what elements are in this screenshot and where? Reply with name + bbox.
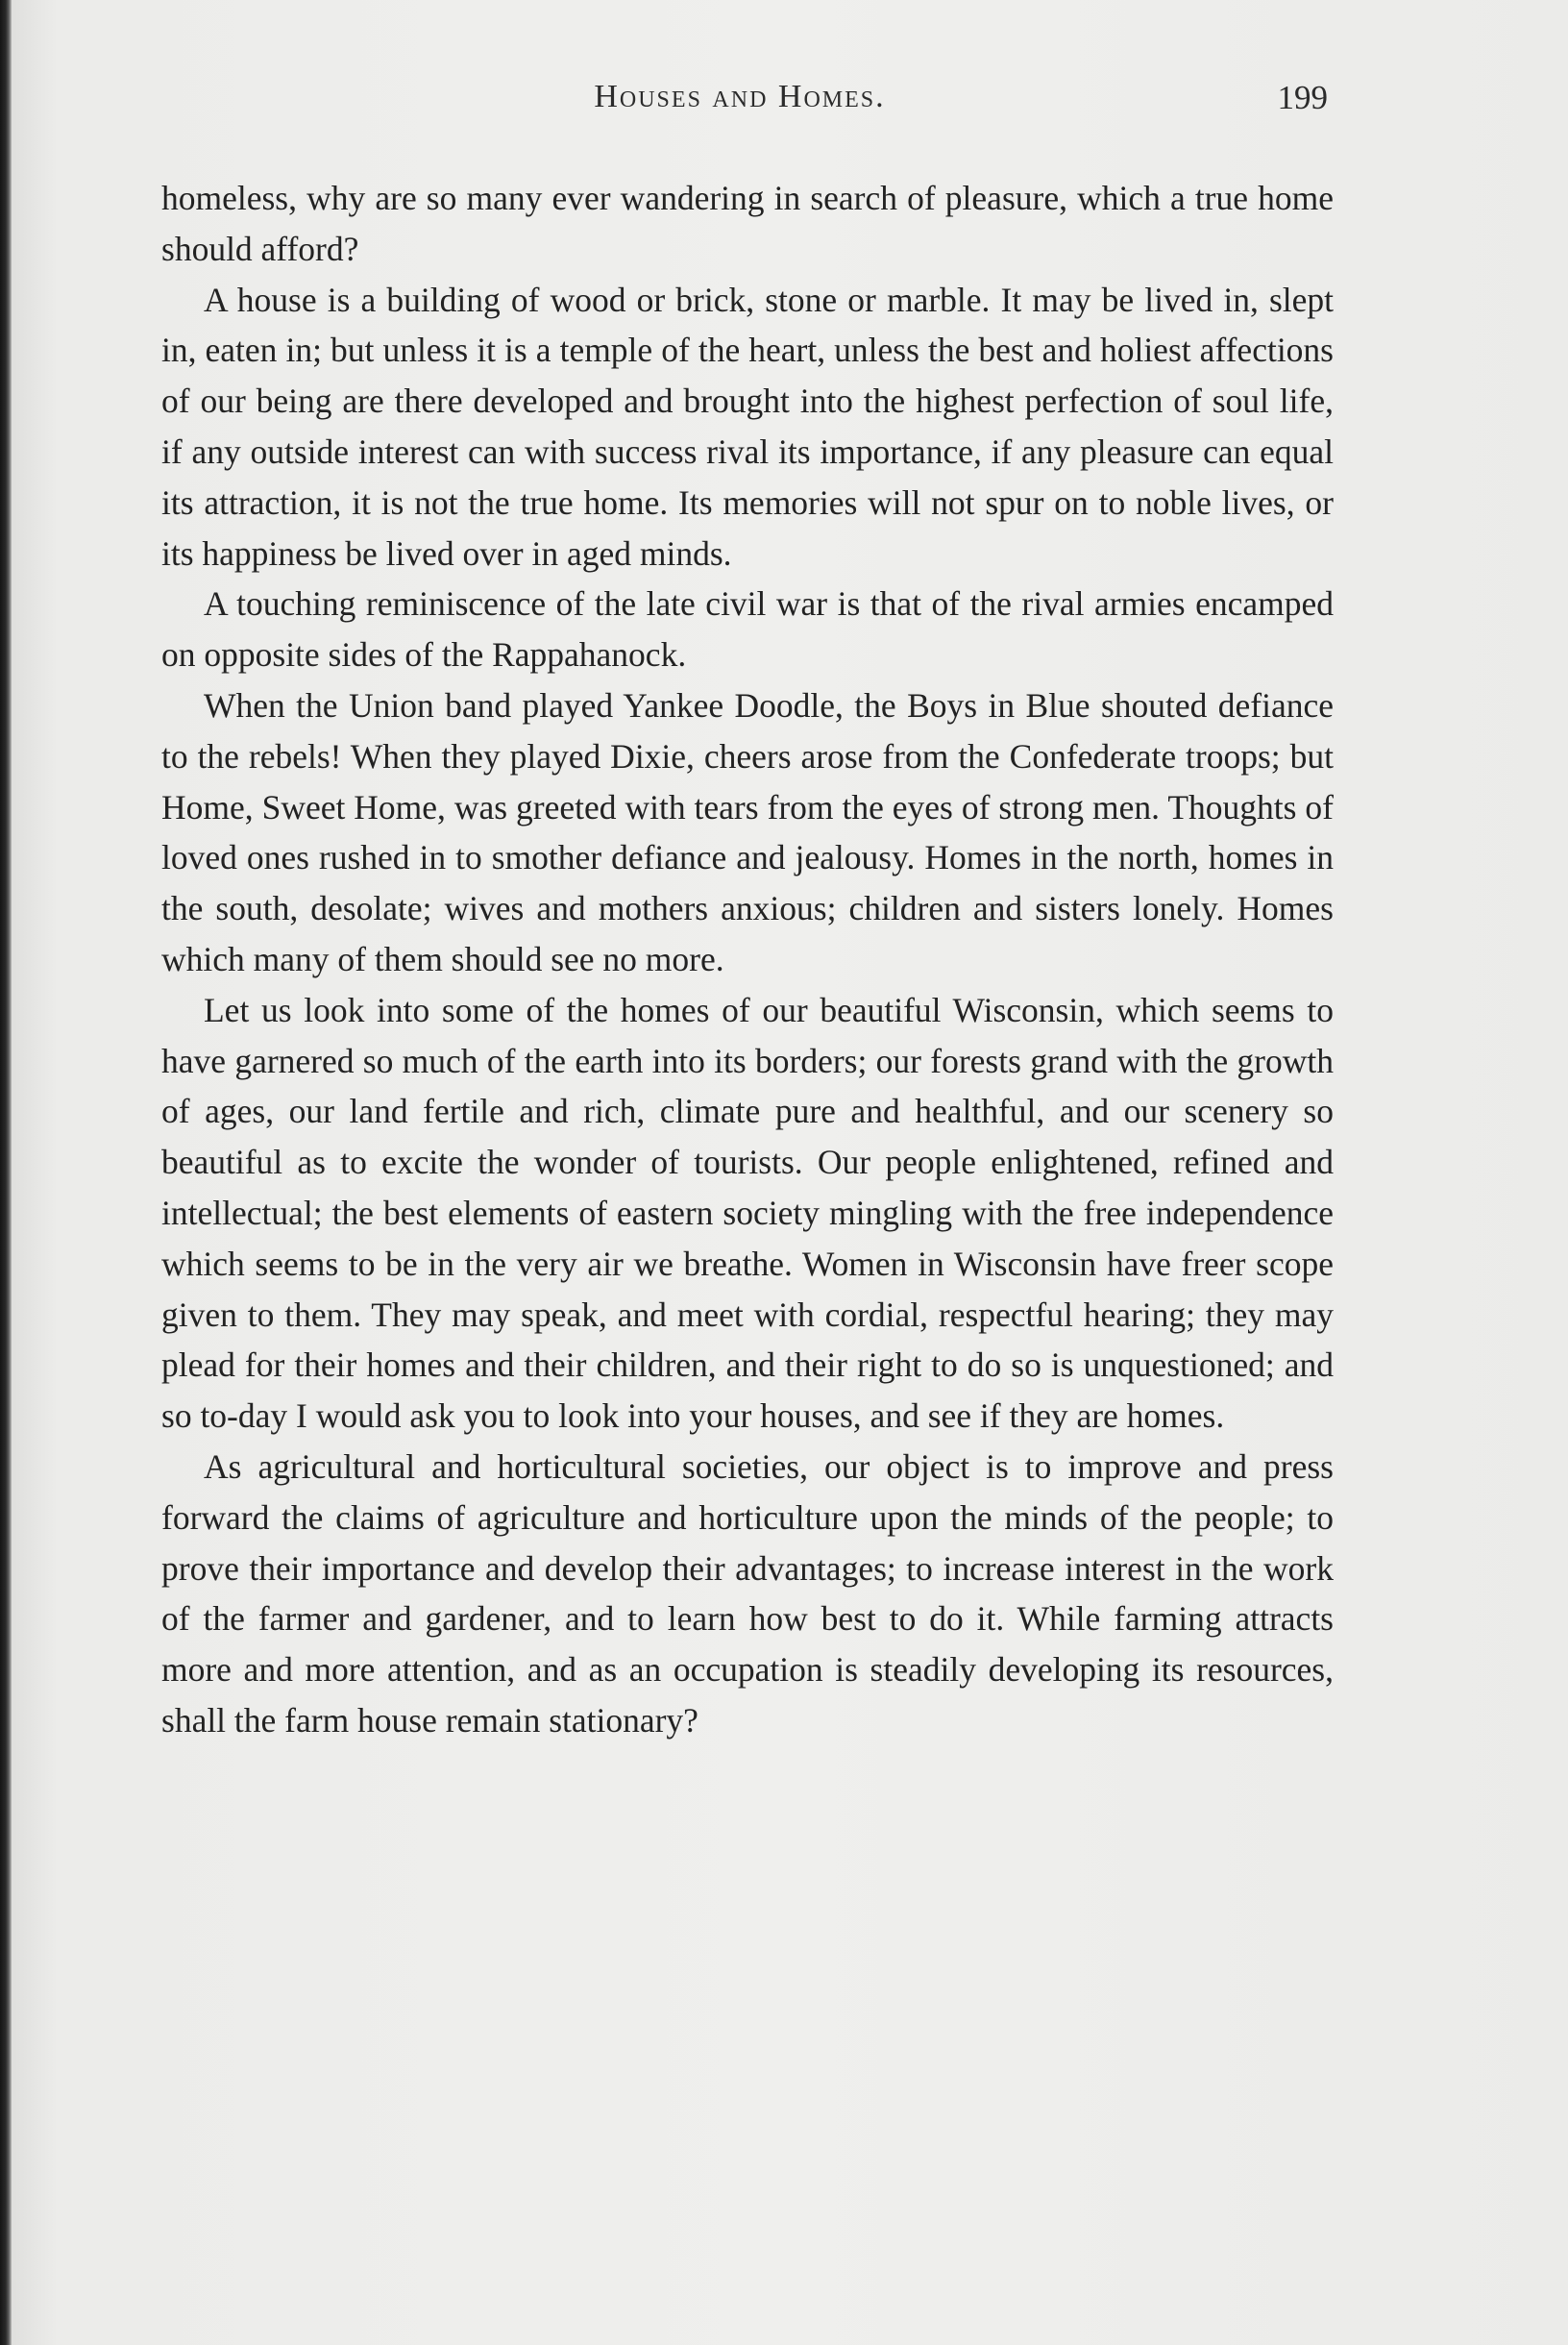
paragraph-wisconsin: Let us look into some of the homes of our beautiful Wisconsin, which seems to have garnered so much of the earth into its borders; our forests grand with the growth of ages, our land fertile and rich, climate pure and healthful, and our scenery so beautiful as to excite the wonder of tourists. Our people enlightened, refined and intellectual; the best elements of eastern society mingling with the free independence which seems to be in the very air we breathe. Women in Wisconsin have freer scope given to them. They may speak, and meet with cordial, respectful hearing; they may plead for their homes and their children, and their right to do so is unquestioned; and so to-day I would ask you to look into your houses, and see if they are homes.	[161, 990, 1334, 1436]
paragraph-house-definition: A house is a building of wood or brick, stone or marble. It may be lived in, slept in, eaten in; but unless it is a temple of the heart, unless the best and holiest affections of our being are there developed and brought into the highest perfection of soul life, if any outside interest can with success rival its importance, if any pleasure can equal its attraction, it is not the true home. Its memories will not spur on to noble lives, or its happiness be lived over in aged minds.	[161, 280, 1334, 573]
paragraph-continuation: homeless, why are so many ever wandering in search of pleasure, which a true home should afford?	[161, 179, 1334, 268]
page-header	[163, 79, 1328, 127]
page-binding-edge	[0, 0, 12, 2345]
paragraph-union-band: When the Union band played Yankee Doodle, the Boys in Blue shouted defiance to the rebels! When they played Dixie, cheers arose from the Confederate troops; but Home, Sweet Home, was greeted with tears from the eyes of strong men. Thoughts of loved ones rushed in to smother defiance and jealousy. Homes in the north, homes in the south, desolate; wives and mothers anxious; children and sisters lonely. Homes which many of them should see no more.	[161, 685, 1334, 978]
page-number: 199	[1277, 79, 1328, 116]
running-title: Houses and Homes.	[594, 79, 886, 114]
paragraph-agricultural-societies: As agricultural and horticultural societies, our object is to improve and press forward the claims of agriculture and horticulture upon the minds of the people; to prove their importance and develop their advantages; to increase interest in the work of the farmer and gardener, and to learn how best to do it. While farming attracts more and more attention, and as an occupation is steadily developing its resources, shall the farm house remain stationary?	[161, 1446, 1334, 1740]
paragraph-civil-war: A touching reminiscence of the late civil war is that of the rival armies encamped on opposite sides of the Rappahanock.	[161, 584, 1334, 675]
body-text	[161, 173, 1334, 1746]
